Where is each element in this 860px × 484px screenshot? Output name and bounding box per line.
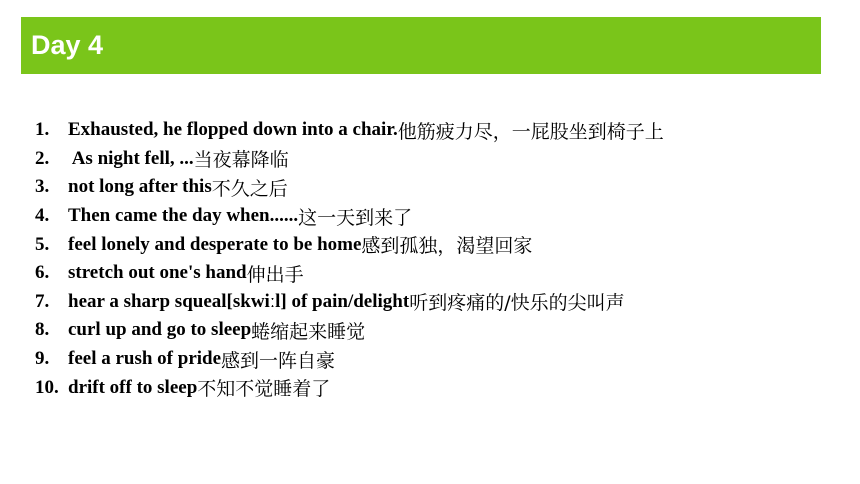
chinese-translation: 他筋疲力尽，一屁股坐到椅子上 xyxy=(397,120,664,143)
english-phrase: feel a rush of pride xyxy=(68,348,222,370)
chinese-translation: 当夜幕降临 xyxy=(193,149,289,172)
english-phrase: Exhausted, he flopped down into a chair. xyxy=(68,119,398,141)
english-phrase: curl up and go to sleep xyxy=(68,319,252,341)
list-item xyxy=(35,345,664,374)
chinese-translation: 听到疼痛的/快乐的尖叫声 xyxy=(409,292,625,315)
english-phrase: stretch out one's hand xyxy=(68,262,247,284)
item-number: 2. xyxy=(35,147,50,169)
list-item xyxy=(35,145,664,174)
list-item xyxy=(35,259,664,288)
list-item xyxy=(35,202,664,231)
chinese-translation: 伸出手 xyxy=(246,263,304,286)
chinese-translation: 蜷缩起来睡觉 xyxy=(251,320,366,343)
list-item xyxy=(35,230,664,259)
item-number: 7. xyxy=(35,290,50,312)
slide-title: Day 4 xyxy=(31,30,104,60)
english-phrase: not long after this xyxy=(68,176,212,198)
chinese-translation: 不久之后 xyxy=(211,177,288,200)
item-number: 8. xyxy=(35,319,50,341)
item-number: 4. xyxy=(35,205,50,227)
english-phrase: Then came the day when...... xyxy=(68,205,299,227)
list-item xyxy=(35,373,664,402)
english-phrase: hear a sharp squeal[skwiːl] of pain/delight xyxy=(68,290,410,312)
item-number: 3. xyxy=(35,176,50,198)
title-bar xyxy=(21,17,821,74)
list-item xyxy=(35,316,664,345)
phrase-list xyxy=(35,116,664,402)
list-item xyxy=(35,116,664,145)
item-number: 9. xyxy=(35,348,50,370)
chinese-translation: 感到一阵自豪 xyxy=(221,349,336,372)
english-phrase: feel lonely and desperate to be home xyxy=(68,233,362,255)
item-number: 1. xyxy=(35,119,50,141)
chinese-translation: 不知不觉睡着了 xyxy=(197,378,331,401)
item-number: 6. xyxy=(35,262,50,284)
chinese-translation: 这一天到来了 xyxy=(298,206,413,229)
english-phrase: As night fell, ... xyxy=(68,147,194,169)
item-number: 5. xyxy=(35,233,50,255)
list-item xyxy=(35,173,664,202)
item-number: 10. xyxy=(35,376,59,398)
chinese-translation: 感到孤独，渴望回家 xyxy=(361,235,533,258)
english-phrase: drift off to sleep xyxy=(68,376,198,398)
list-item xyxy=(35,288,664,317)
